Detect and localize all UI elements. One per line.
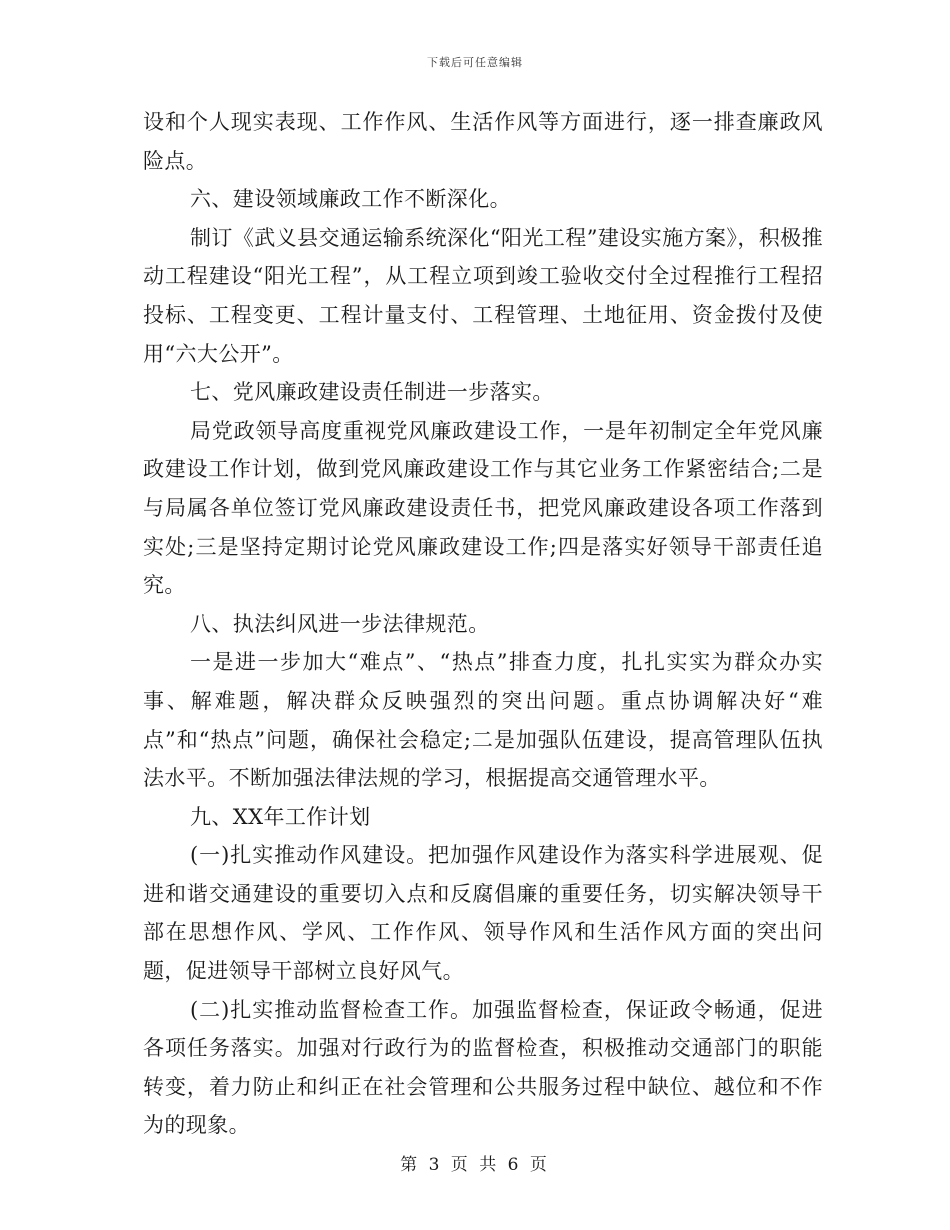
paragraph-5: 局党政领导高度重视党风廉政建设工作，一是年初制定全年党风廉政建设工作计划，做到党风廉政建设工作与其它业务工作紧密结合;二是与局属各单位签订党风廉政建设责任书，把党风廉政建设各项工作落到实处;三是坚持定期讨论党风廉政建设工作;四是落实好领导干部责任追究。: [143, 418, 823, 598]
paragraph-7: 一是进一步加大“难点”、“热点”排查力度，扎扎实实为群众办实事、解难题，解决群众反映强烈的突出问题。重点协调解决好“难点”和“热点”问题，确保社会稳定;二是加强队伍建设，提高管理队伍执法水平。不断加强法律法规的学习，根据提高交通管理水平。: [143, 650, 823, 791]
paragraph-3: 制订《武义县交通运输系统深化“阳光工程”建设实施方案》，积极推动工程建设“阳光工程”，从工程立项到竣工验收交付全过程推行工程招投标、工程变更、工程计量支付、工程管理、土地征用、资金拨付及使用“六大公开”。: [143, 225, 823, 366]
page-number: 第 3 页 共 6 页: [400, 1155, 550, 1175]
section-heading-7: 七、党风廉政建设责任制进一步落实。: [190, 380, 554, 405]
paragraph-10: (二)扎实推动监督检查工作。加强监督检查，保证政令畅通，促进各项任务落实。加强对行政行为的监督检查，积极推动交通部门的职能转变，着力防止和纠正在社会管理和公共服务过程中缺位、越位和不作为的现象。: [143, 997, 823, 1138]
section-heading-8: 八、执法纠风进一步法律规范。: [190, 611, 490, 636]
paragraph-1: 设和个人现实表现、工作作风、生活作风等方面进行，逐一排查廉政风险点。: [143, 110, 823, 173]
paragraph-9: (一)扎实推动作风建设。把加强作风建设作为落实科学进展观、促进和谐交通建设的重要切入点和反腐倡廉的重要任务，切实解决领导干部在思想作风、学风、工作作风、领导作风和生活作风方面的突出问题，促进领导干部树立良好风气。: [143, 843, 823, 984]
document-body: [143, 103, 823, 1145]
page-header: 下载后可任意编辑: [427, 56, 523, 69]
section-heading-6: 六、建设领域廉政工作不断深化。: [190, 187, 511, 212]
section-heading-9: 九、XX年工作计划: [190, 804, 371, 829]
